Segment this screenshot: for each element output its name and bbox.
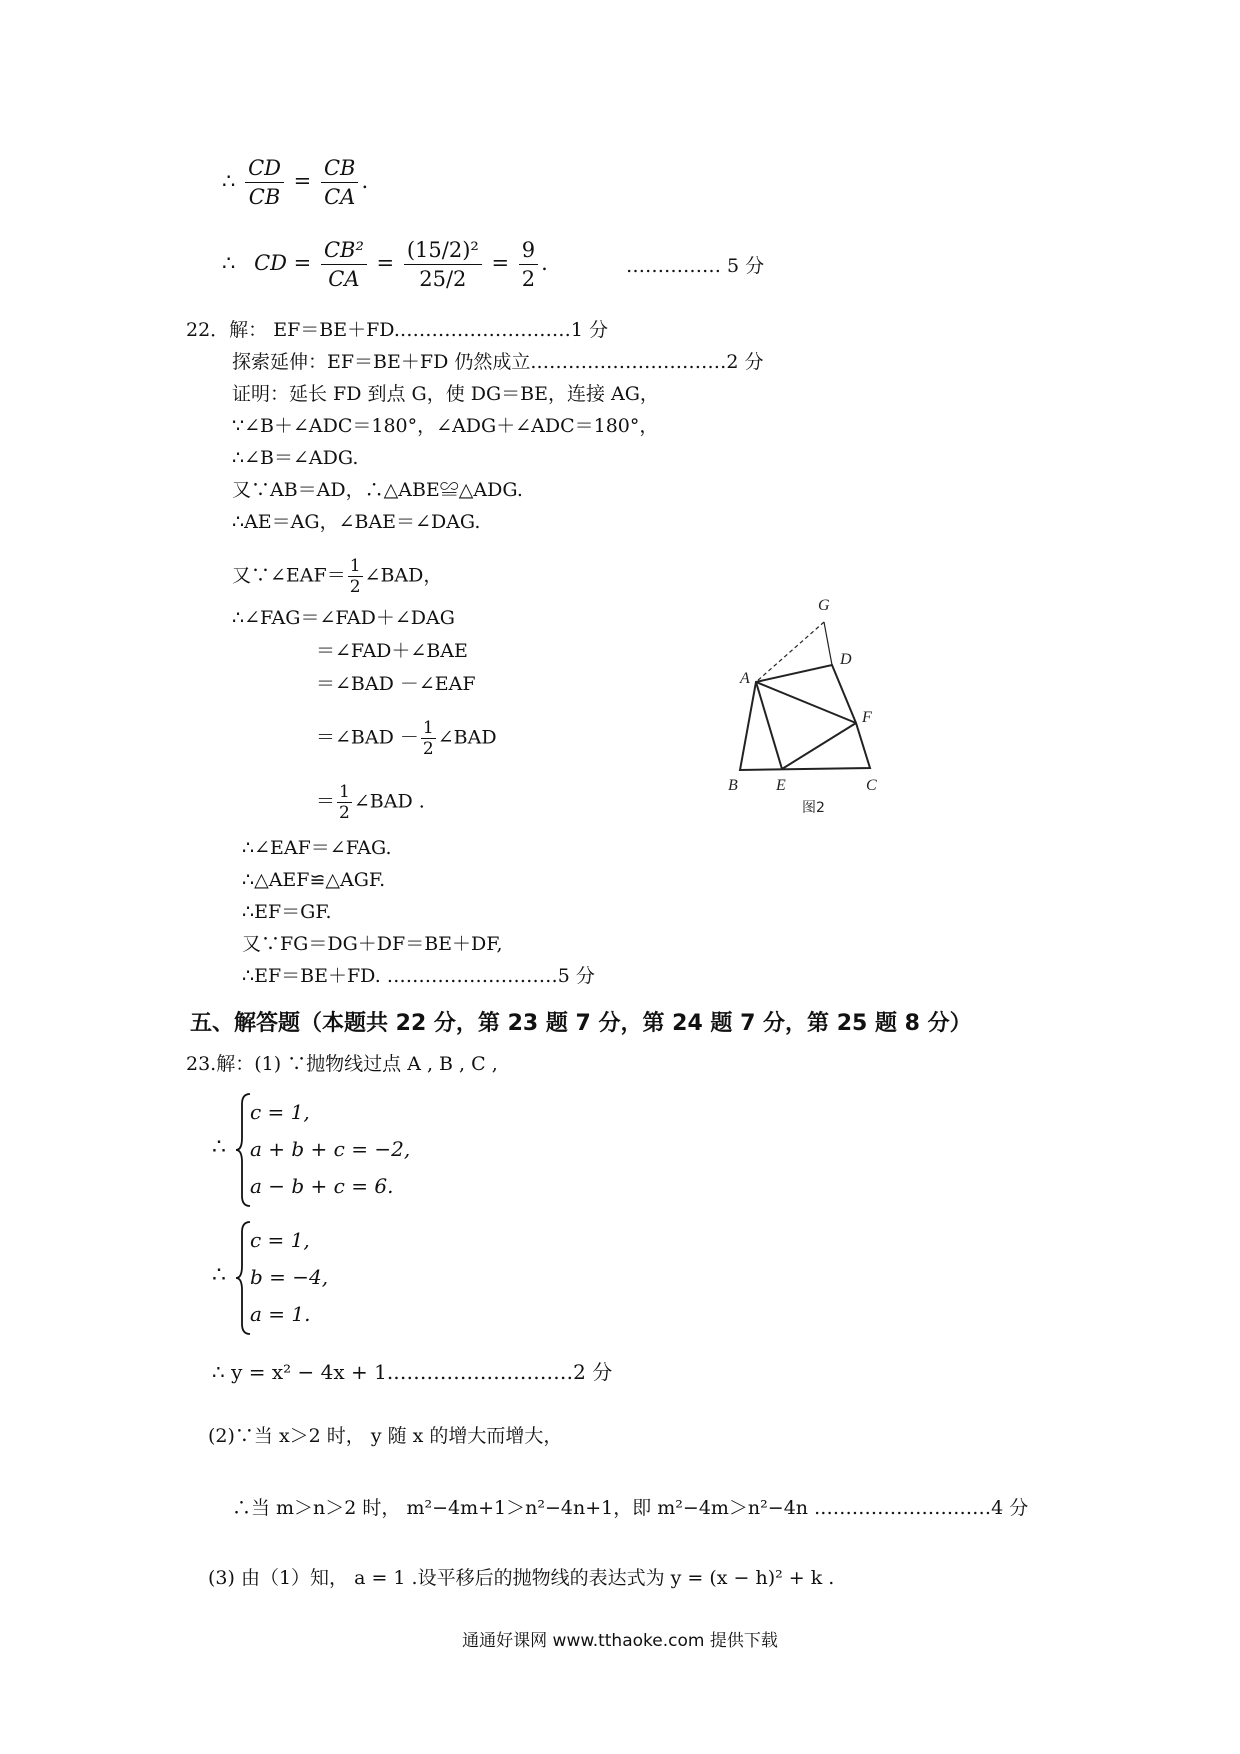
segment-ae — [756, 682, 782, 769]
segment-dg — [824, 622, 832, 665]
equation: b = −4, — [250, 1265, 329, 1289]
period: . — [541, 251, 548, 275]
q22-line-14: ∴∠EAF＝∠FAG. — [242, 837, 392, 859]
label-b: B — [728, 777, 738, 794]
numerator: CD — [245, 154, 284, 183]
q22-line-8 — [232, 556, 442, 597]
q23-part-3: (3) 由（1）知， a = 1 .设平移后的抛物线的表达式为 y = (x − h)² + k . — [208, 1567, 835, 1589]
figure-caption: 图2 — [802, 800, 825, 816]
therefore-symbol: ∴ — [212, 1263, 226, 1288]
segment-ag-dashed — [756, 622, 824, 682]
equals: = — [293, 169, 312, 193]
equation: c = 1, — [250, 1228, 310, 1252]
q22-line-9: ∴∠FAG＝∠FAD＋∠DAG — [232, 607, 455, 629]
denominator: 2 — [521, 267, 536, 291]
label-d: D — [840, 651, 852, 668]
label-f: F — [862, 709, 872, 726]
fraction-9-2 — [519, 236, 538, 293]
q22-line-15: ∴△AEF≌△AGF. — [242, 869, 386, 891]
ratio-line — [222, 154, 368, 211]
denominator: 2 — [349, 577, 361, 597]
half-fraction — [348, 556, 363, 597]
numerator: 9 — [519, 236, 538, 265]
period: . — [361, 169, 369, 193]
q22-line-5: ∴∠B＝∠ADG. — [232, 447, 359, 469]
q22-line-2: 探索延伸：EF＝BE＋FD 仍然成立.…………………………2 分 — [232, 351, 764, 373]
label-g: G — [818, 597, 830, 614]
fraction-cd-cb — [245, 154, 284, 211]
denominator: 25/2 — [419, 267, 467, 291]
score-5: …………… 5 分 — [626, 255, 765, 277]
half-fraction — [337, 782, 352, 823]
q23-part-2: (2)∵当 x＞2 时， y 随 x 的增大而增大， — [208, 1425, 563, 1447]
fraction-compound — [404, 236, 482, 293]
q22-line-7: ∴AE＝AG，∠BAE＝∠DAG. — [232, 511, 481, 533]
label-e: E — [776, 777, 786, 794]
label-a: A — [740, 670, 750, 687]
text: 又∵∠EAF＝ — [232, 564, 346, 587]
equation: a + b + c = −2, — [250, 1137, 411, 1161]
numerator: CB — [321, 154, 359, 183]
q23-parabola-result: ∴ y = x² − 4x + 1.………………………2 分 — [212, 1360, 613, 1384]
geometry-figure — [720, 590, 910, 820]
numerator: (15/2)² — [404, 236, 482, 265]
numerator: CB² — [321, 236, 367, 265]
equation-system-1 — [250, 1094, 410, 1205]
numerator: 1 — [349, 556, 361, 576]
cd-value-line — [222, 236, 548, 293]
equation: a − b + c = 6. — [250, 1174, 394, 1198]
q22-line-10: ＝∠FAD＋∠BAE — [316, 640, 468, 662]
q22-line-4: ∵∠B＋∠ADC＝180°，∠ADG＋∠ADC＝180°， — [232, 415, 659, 437]
equation: c = 1, — [250, 1100, 310, 1124]
denominator: CA — [328, 267, 360, 291]
fraction-cb-ca — [321, 154, 359, 211]
half-fraction — [421, 718, 436, 759]
page-footer: 通通好课网 www.tthaoke.com 提供下载 — [462, 1631, 778, 1651]
cd-lhs: CD = — [254, 251, 312, 275]
text: ∠BAD — [437, 726, 497, 749]
q22-line-16: ∴EF＝GF. — [242, 901, 332, 923]
q22-line-12 — [316, 718, 497, 759]
equals: = — [376, 251, 395, 275]
denominator: 2 — [422, 739, 434, 759]
q22-line-1: 22．解： EF＝BE＋FD.………………………1 分 — [186, 319, 609, 341]
fraction-cb2-ca — [321, 236, 367, 293]
label-c: C — [866, 777, 877, 794]
text: ∠BAD， — [364, 564, 443, 587]
section-5-heading: 五、解答题（本题共 22 分，第 23 题 7 分，第 24 题 7 分，第 25 题 8 分） — [190, 1011, 972, 1036]
q22-line-6: 又∵AB＝AD，∴△ABE≌△ADG. — [232, 479, 523, 501]
text: ＝ — [316, 790, 336, 813]
equals: = — [491, 251, 510, 275]
q23-part-2-conclusion: ∴当 m＞n＞2 时， m²−4m+1＞n²−4n+1，即 m²−4m＞n²−4n .………………………4 分 — [232, 1497, 1029, 1519]
numerator: 1 — [339, 782, 350, 802]
q22-line-13 — [316, 782, 425, 823]
denominator: CB — [248, 185, 281, 209]
therefore-symbol: ∴ — [222, 251, 236, 275]
denominator: CA — [324, 185, 356, 209]
q23-line-1: 23.解：(1) ∵抛物线过点 A , B , C , — [186, 1053, 498, 1075]
segment-ef — [782, 723, 856, 769]
text: ∠BAD . — [353, 790, 425, 813]
therefore-symbol: ∴ — [212, 1135, 226, 1160]
therefore-symbol: ∴ — [222, 169, 236, 193]
equation: a = 1. — [250, 1302, 311, 1326]
q22-line-11: ＝∠BAD －∠EAF — [316, 673, 476, 695]
denominator: 2 — [339, 803, 350, 823]
equation-system-2 — [250, 1222, 328, 1333]
q22-line-18: ∴EF＝BE＋FD. ………………………5 分 — [242, 965, 595, 987]
q22-line-3: 证明：延长 FD 到点 G，使 DG＝BE，连接 AG， — [232, 383, 659, 405]
text: ＝∠BAD － — [316, 726, 419, 749]
numerator: 1 — [422, 718, 434, 738]
q22-line-17: 又∵FG＝DG＋DF＝BE＋DF, — [242, 933, 503, 955]
